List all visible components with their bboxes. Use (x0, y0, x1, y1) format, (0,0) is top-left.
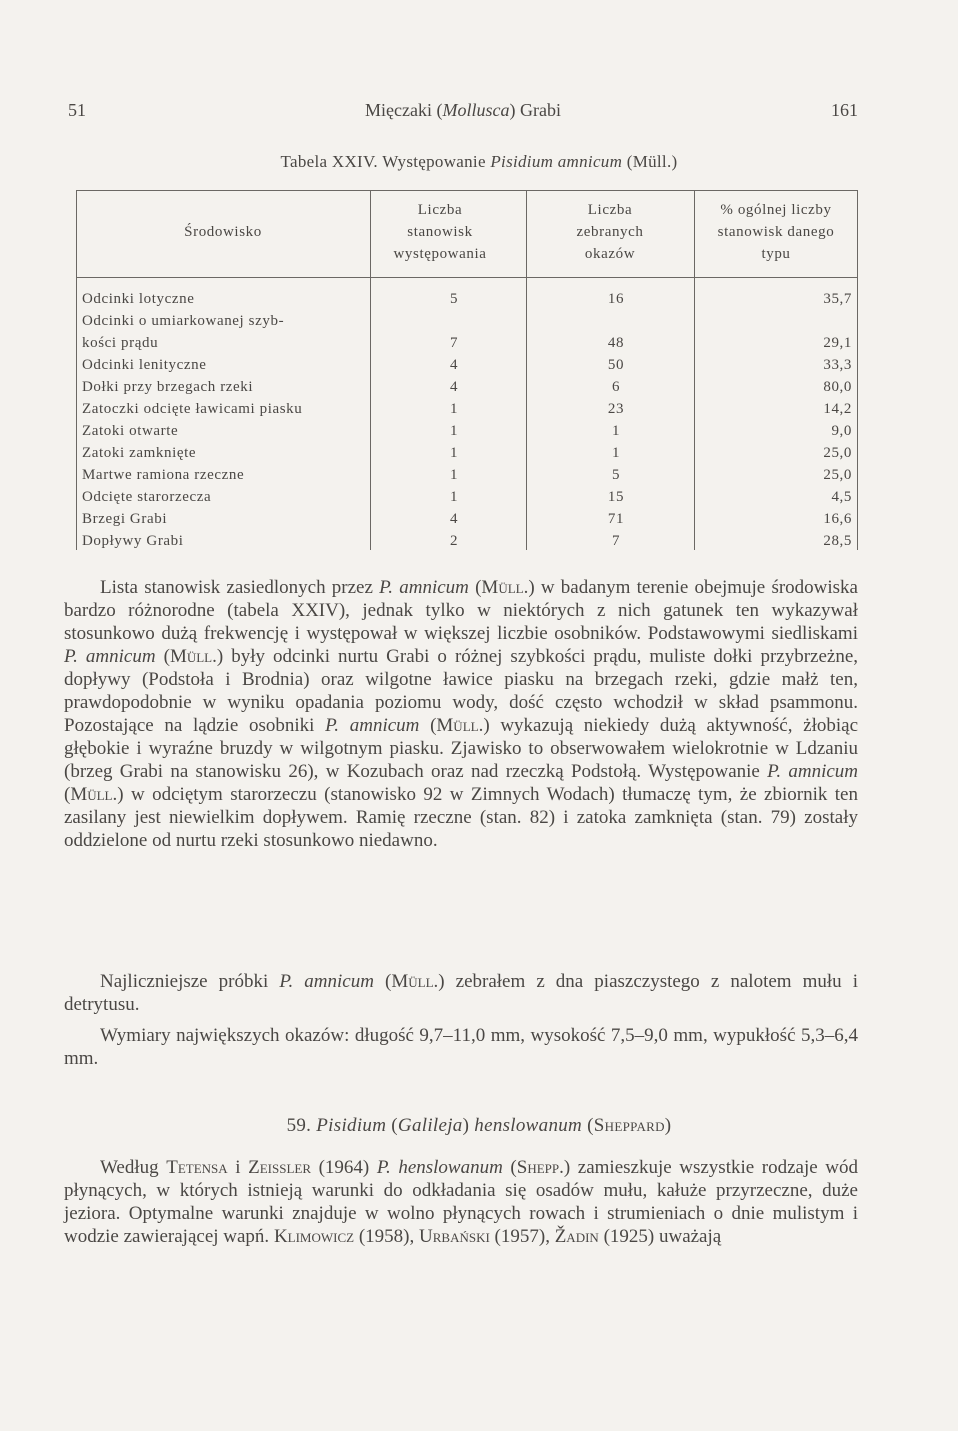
column-header-line: typu (761, 246, 791, 262)
caption-suffix: (Müll.) (622, 152, 678, 171)
row-percent: 4,5 (831, 489, 852, 505)
page-number: 161 (831, 100, 858, 120)
table-row (76, 376, 858, 398)
row-sites: 1 (449, 423, 459, 439)
table-row (76, 354, 858, 376)
row-environment: Odcinki lenityczne (82, 357, 207, 373)
paragraph-3 (64, 1024, 858, 1070)
row-specimens: 23 (607, 401, 625, 417)
table-row (76, 464, 858, 486)
paragraph-4 (64, 1156, 858, 1248)
row-specimens: 7 (611, 533, 621, 549)
row-percent: 9,0 (831, 423, 852, 439)
column-header-line: stanowisk danego (717, 224, 835, 240)
row-environment: Odcinki lotyczne (82, 291, 195, 307)
paragraph-1-text: Lista stanowisk zasiedlonych przez P. amnicum (Müll.) w badanym terenie obejmuje środowiska bardzo różnorodne (tabela XXIV), jednak tylko w niektórych z nich gatunek ten wykazywał stosunkowo dużą frekwencję i występował w większej liczbie osobników. Podstawowymi siedliskami P. amnicum (Müll.) były odcinki nurtu Grabi o różnej szybkości prądu, muliste dołki przybrzeżne, dopływy (Podstoła i Brodnia) oraz wilgotne ławice piasku na brzegach rzeki, gdzie małż ten, prawdopodobnie w wyniku opadania poziomu wody, dość często wchodził w skład psammonu. Pozostające na lądzie osobniki P. amnicum (Müll.) wykazują niekiedy dużą aktywność, żłobiąc głębokie i wyraźne bruzdy w wilgotnym piasku. Zjawisko to obserwowałem wielokrotnie w Ldzaniu (brzeg Grabi na stanowisku 26), w Kozubach oraz nad rzeczką Podstołą. Występowanie P. amnicum (Müll.) w odciętym starorzeczu (stanowisko 92 w Zimnych Wodach) tłumaczę tym, że zbiornik ten zasilany jest niewielkim dopływem. Ramię rzeczne (stan. 82) i zatoka zamknięta (stan. 79) zostały oddzielone od nurtu rzeki stosunkowo niedawno. (64, 577, 859, 851)
column-header-specimens (526, 199, 694, 271)
row-environment: Brzegi Grabi (82, 511, 168, 527)
column-header-line: Liczba (417, 202, 463, 218)
row-percent: 80,0 (823, 379, 852, 395)
column-header-line: Środowisko (184, 224, 262, 240)
row-percent: 29,1 (823, 335, 852, 351)
row-sites: 1 (449, 467, 459, 483)
row-environment: Zatoki otwarte (82, 423, 179, 439)
row-environment: Zatoczki odcięte ławicami piasku (82, 401, 303, 417)
row-sites: 4 (449, 379, 459, 395)
row-sites: 2 (449, 533, 459, 549)
row-environment: Dopływy Grabi (82, 533, 184, 549)
row-environment: Zatoki zamknięte (82, 445, 197, 461)
caption-italic: Pisidium amnicum (490, 152, 623, 171)
row-percent: 14,2 (823, 401, 852, 417)
column-header-line: stanowisk (407, 224, 473, 240)
header-title-prefix: Mięczaki ( (365, 100, 443, 120)
table-header (76, 190, 858, 278)
paragraph-4-text: Według Tetensa i Zeissler (1964) P. henslowanum (Shepp.) zamieszkuje wszystkie rodzaje wód płynących, w których istnieją warunki do odkładania się osadów mułu, kałuże przyrzeczne, duże jeziora. Optymalne warunki znajduje w wolno płynących rowach i strumieniach o dnie mulistym i wodzie zawierającej wapń. Klimowicz (1958), Urbański (1957), Žadin (1925) uważają (64, 1157, 858, 1247)
column-header-percent (694, 199, 858, 271)
row-sites: 7 (449, 335, 459, 351)
table-row (76, 398, 858, 420)
table-row (76, 530, 858, 552)
row-sites: 4 (449, 511, 459, 527)
row-specimens: 71 (607, 511, 625, 527)
column-header-line: zebranych (576, 224, 644, 240)
row-environment: Odcięte starorzecza (82, 489, 212, 505)
row-specimens: 50 (607, 357, 625, 373)
row-specimens: 1 (611, 423, 621, 439)
row-sites: 4 (449, 357, 459, 373)
header-left-number: 51 (68, 100, 86, 120)
row-specimens: 16 (607, 291, 625, 307)
header-title-suffix: ) Grabi (509, 100, 561, 120)
paragraph-2-text: Najliczniejsze próbki P. amnicum (Müll.) zebrałem z dna piaszczystego z nalotem mułu i detrytusu. (64, 971, 859, 1015)
table-row (76, 310, 858, 354)
header-title (68, 100, 858, 121)
running-header (68, 100, 858, 126)
row-specimens: 1 (611, 445, 621, 461)
row-sites: 1 (449, 489, 459, 505)
row-percent: 25,0 (823, 445, 852, 461)
table-caption (0, 152, 958, 172)
caption-prefix: Tabela XXIV. Występowanie (280, 152, 491, 171)
column-header-sites (370, 199, 510, 271)
table-row (76, 508, 858, 530)
header-title-italic: Mollusca (442, 100, 510, 120)
row-sites: 1 (449, 401, 459, 417)
table-row (76, 288, 858, 310)
row-specimens: 6 (611, 379, 621, 395)
row-percent: 28,5 (823, 533, 852, 549)
row-specimens: 5 (611, 467, 621, 483)
row-percent: 25,0 (823, 467, 852, 483)
row-specimens: 15 (607, 489, 625, 505)
column-header-line: Liczba (587, 202, 633, 218)
paragraph-3-text: Wymiary największych okazów: długość 9,7–11,0 mm, wysokość 7,5–9,0 mm, wypukłość 5,3–6,4 mm. (64, 1025, 858, 1069)
row-percent: 16,6 (823, 511, 852, 527)
table-row (76, 442, 858, 464)
section-title: 59. Pisidium (Galileja) henslowanum (Sheppard) (286, 1115, 672, 1136)
column-header-line: % ogólnej liczby (720, 202, 832, 218)
column-header-line: okazów (584, 246, 636, 262)
paragraph-2 (64, 970, 858, 1016)
row-specimens: 48 (607, 335, 625, 351)
row-percent: 35,7 (823, 291, 852, 307)
row-environment: Odcinki o umiarkowanej szyb- kości prądu (82, 313, 285, 351)
table-body (76, 278, 858, 552)
column-header-line: występowania (393, 246, 487, 262)
paragraph-1 (64, 576, 858, 852)
row-percent: 33,3 (823, 357, 852, 373)
row-sites: 1 (449, 445, 459, 461)
row-sites: 5 (449, 291, 459, 307)
data-table (76, 190, 858, 552)
row-environment: Dołki przy brzegach rzeki (82, 379, 254, 395)
table-row (76, 420, 858, 442)
row-environment: Martwe ramiona rzeczne (82, 467, 245, 483)
table-row (76, 486, 858, 508)
